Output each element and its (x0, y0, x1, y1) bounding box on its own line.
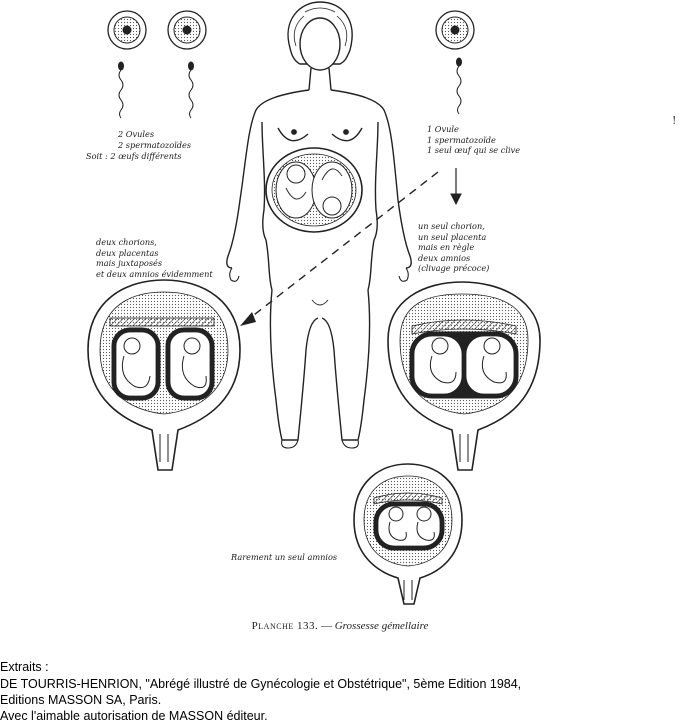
sperm-left-1-icon (119, 62, 124, 118)
monozygotic-line-2: un seul placenta (418, 231, 487, 242)
monozygotic-line-4: deux amnios (418, 252, 471, 263)
dizygotic-line-4: et deux amnios évidemment (96, 268, 213, 279)
ovum-right-icon (436, 11, 474, 49)
credits-line-1: DE TOURRIS-HENRION, "Abrégé illustré de Gynécologie et Obstétrique", 5ème Edition 1984, (0, 677, 522, 691)
ovum-left-2-icon (168, 11, 206, 49)
credits-line-3: Avec l'aimable autorisation de MASSON éditeur. (0, 709, 268, 723)
cleavage-arrow (451, 168, 461, 204)
dizygotic-line-2: deux placentas (96, 247, 159, 258)
uterus-single-amnion (354, 464, 462, 604)
credits-heading: Extraits (0, 660, 42, 674)
margin-mark: ! (672, 114, 677, 127)
plate-title: Grossesse gémellaire (334, 620, 429, 632)
left-label-ova: 2 Ovules (118, 129, 155, 139)
monozygotic-line-1: un seul chorion, (418, 221, 485, 231)
plate-caption (0, 620, 680, 632)
monozygotic-line-3: mais en règle (418, 242, 475, 252)
plate-number: Planche 133. (251, 620, 319, 632)
sperm-left-2-icon (189, 62, 194, 118)
monozygotic-line-5: (clivage précoce) (418, 263, 490, 273)
dizygotic-line-1: deux chorions, (96, 237, 157, 247)
credits-colon: : (41, 660, 49, 674)
sperm-right-icon (457, 58, 462, 114)
uterus-dizygotic (88, 280, 240, 470)
right-label-result: 1 seul œuf qui se clive (427, 145, 521, 155)
right-label-sperm: 1 spermatozoïde (427, 134, 496, 145)
left-label-result: Soit : 2 œufs différents (86, 151, 182, 161)
left-label-sperm: 2 spermatozoïdes (118, 139, 192, 150)
dizygotic-line-3: mais juxtaposés (96, 258, 163, 268)
credits-heading-row (0, 660, 49, 675)
credits-line-2: Editions MASSON SA, Paris. (0, 693, 162, 707)
right-label-ovum: 1 Ovule (427, 124, 459, 134)
plate-dash: — (320, 620, 332, 632)
single-amnion-label: Rarement un seul amnios (231, 552, 338, 562)
uterus-monozygotic (388, 282, 540, 470)
ovum-left-1-icon (108, 11, 146, 49)
abdomen-uterus-twins (266, 148, 362, 232)
